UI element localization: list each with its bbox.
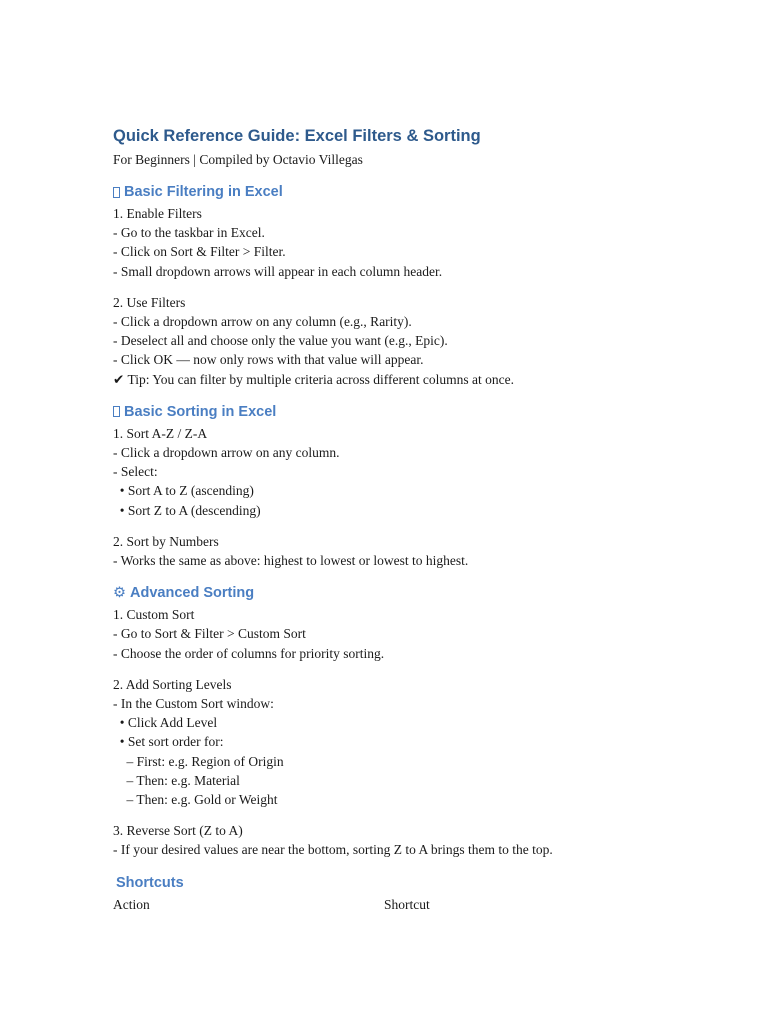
instruction-line: - Go to the taskbar in Excel. bbox=[113, 225, 265, 241]
instruction-block bbox=[113, 424, 723, 520]
instruction-line: 3. Reverse Sort (Z to A) bbox=[113, 823, 243, 839]
section-heading bbox=[113, 182, 723, 202]
section-heading-text: Shortcuts bbox=[116, 874, 184, 891]
instruction-line: - Click on Sort & Filter > Filter. bbox=[113, 244, 286, 260]
section-heading-text: Basic Filtering in Excel bbox=[124, 184, 283, 200]
document-title: Quick Reference Guide: Excel Filters & Sorting bbox=[113, 127, 481, 145]
instruction-line: 2. Sort by Numbers bbox=[113, 533, 219, 549]
document-page bbox=[113, 124, 723, 914]
section-heading-text: Basic Sorting in Excel bbox=[124, 403, 277, 420]
instruction-line: - Choose the order of columns for priority sorting. bbox=[113, 645, 385, 661]
instruction-block bbox=[113, 293, 723, 389]
instruction-line: - Click a dropdown arrow on any column (e.g., Rarity). bbox=[113, 314, 412, 330]
section-heading-text: Advanced Sorting bbox=[130, 585, 255, 602]
instruction-line: - Small dropdown arrows will appear in each column header. bbox=[113, 263, 443, 279]
column-header-shortcut: Shortcut bbox=[384, 896, 430, 912]
instruction-line: • Click Add Level bbox=[113, 715, 218, 731]
instruction-line: - Works the same as above: highest to lowest or lowest to highest. bbox=[113, 553, 469, 569]
instruction-block bbox=[113, 675, 723, 809]
instruction-line: 1. Sort A-Z / Z-A bbox=[113, 425, 208, 441]
document-subtitle: For Beginners | Compiled by Octavio Villegas bbox=[113, 152, 363, 167]
instruction-block bbox=[113, 532, 723, 570]
instruction-line: – Then: e.g. Material bbox=[113, 772, 240, 788]
instruction-block bbox=[113, 605, 723, 663]
section-shortcuts bbox=[113, 873, 723, 914]
section-basic-filtering bbox=[113, 182, 723, 389]
instruction-line: 2. Use Filters bbox=[113, 294, 186, 310]
instruction-line: - Click a dropdown arrow on any column. bbox=[113, 445, 340, 461]
section-heading bbox=[113, 402, 723, 422]
column-header-action: Action bbox=[113, 896, 150, 912]
instruction-line: • Set sort order for: bbox=[113, 734, 224, 750]
instruction-line: • Sort Z to A (descending) bbox=[113, 502, 261, 518]
tip-line: ✔ Tip: You can filter by multiple criteria across different columns at once. bbox=[113, 371, 514, 387]
instruction-line: - Click OK — now only rows with that value will appear. bbox=[113, 352, 424, 368]
section-advanced-sorting bbox=[113, 583, 723, 859]
instruction-line: - Go to Sort & Filter > Custom Sort bbox=[113, 626, 306, 642]
instruction-line: • Sort A to Z (ascending) bbox=[113, 483, 254, 499]
instruction-line: 1. Custom Sort bbox=[113, 607, 195, 623]
instruction-line: - Deselect all and choose only the value you want (e.g., Epic). bbox=[113, 333, 448, 349]
instruction-block bbox=[113, 821, 723, 859]
missing-glyph-icon bbox=[113, 187, 120, 198]
section-heading bbox=[113, 583, 723, 603]
missing-glyph-icon bbox=[113, 406, 120, 417]
instruction-line: - In the Custom Sort window: bbox=[113, 696, 274, 712]
instruction-line: 2. Add Sorting Levels bbox=[113, 676, 232, 692]
instruction-line: – First: e.g. Region of Origin bbox=[113, 753, 284, 769]
instruction-line: 1. Enable Filters bbox=[113, 206, 202, 221]
instruction-line: - If your desired values are near the bottom, sorting Z to A brings them to the top. bbox=[113, 842, 553, 858]
section-basic-sorting bbox=[113, 402, 723, 570]
gear-icon: ⚙ bbox=[113, 585, 126, 602]
instruction-line: – Then: e.g. Gold or Weight bbox=[113, 792, 278, 808]
instruction-block bbox=[113, 204, 723, 281]
shortcuts-table-header bbox=[113, 895, 723, 914]
section-heading bbox=[116, 873, 723, 893]
instruction-line: - Select: bbox=[113, 464, 158, 480]
